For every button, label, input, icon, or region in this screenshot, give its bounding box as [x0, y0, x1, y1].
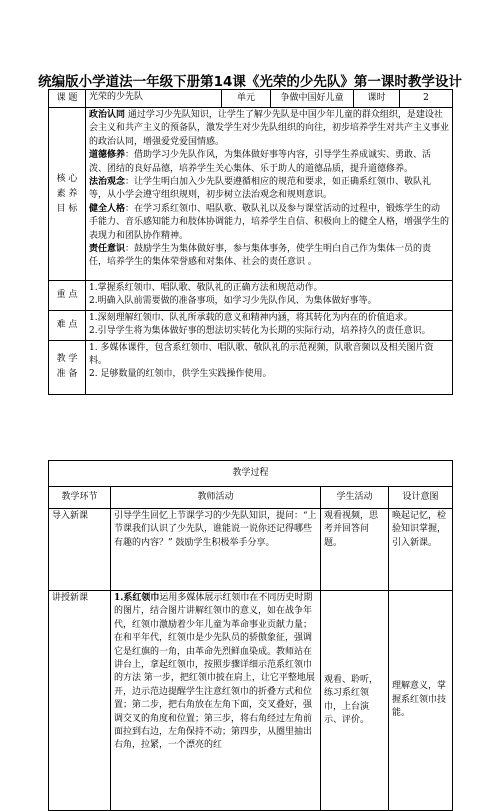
preparation-content: 1. 多媒体课件，包含系红领巾、唱队歌、敬队礼的示范视频，队歌音频以及相关图片资料。 2. 足够数量的红领巾，供学生实践操作使用。 — [86, 340, 453, 394]
unit-label: 单元 — [222, 90, 271, 108]
core-literacy-label: 核 心 素 养 目 标 — [49, 108, 86, 281]
key-points-label: 重 点 — [49, 281, 86, 311]
col-header-intent: 设计意图 — [389, 487, 453, 509]
course-header-row — [49, 90, 453, 108]
student-activity-cell: 观看视频，思考并回答问题。 — [321, 509, 389, 591]
course-info-table — [48, 89, 453, 395]
stage-cell: 导入新课 — [49, 509, 111, 591]
goal-moral: 道德修养：借助学习少先队作风，为集体做好事等内容，引导学生养成诚实、勇敢、活泼、团结的良好品德，培养学生关心集体、乐于助人的道德品质，提升道德修养。 — [89, 150, 432, 174]
goal-responsibility: 责任意识：鼓励学生为集体做好事，参与集体事务，使学生明白自己作为集体一员的责任，培养学生的集体荣誉感和对集体、社会的责任意识 。 — [89, 244, 432, 268]
process-title-row — [49, 461, 453, 487]
process-row-new-lesson — [49, 591, 453, 811]
student-activity-cell: 观看、聆听，练习系红领巾，上台演示、评价。 — [321, 591, 389, 811]
difficult-points-label: 难 点 — [49, 310, 86, 340]
core-literacy-content — [86, 108, 453, 281]
topic-value: 光荣的少先队 — [86, 90, 222, 108]
process-section-title: 教学过程 — [49, 461, 453, 487]
teacher-activity-cell: 引导学生回忆上节课学习的少先队知识，提问：“上节课我们认识了少先队，谁能说一说你还记得哪些有趣的内容？” 鼓励学生积极举手分享。 — [111, 509, 321, 591]
col-header-student: 学生活动 — [321, 487, 389, 509]
teacher-activity-cell: 1.系红领巾运用多媒体展示红领巾在不同历史时期的图片，结合图片讲解红领巾的意义，如在战争年代，红领巾激励着少年儿童为革命事业贡献力量；在和平年代，红领巾是少先队员的骄傲象征，强调它是红旗的一角，由革命先烈鲜血染成。教师站在讲台上，拿起红领巾，按照步骤详细示范系红领巾的方法 第一步，把红领巾披在肩上，让它平整地展开，边示范边提醒学生注意红领巾的折叠方式和位置；第二步，把右角放在左角下面，交叉叠好，强调交叉的角度和位置；第三步，将右角经过左角前面拉到右边，左角保持不动；第四步，从圈里抽出右角，拉紧，一个漂亮的红 — [111, 591, 321, 811]
process-header-row — [49, 487, 453, 509]
key-points-content: 1.掌握系红领巾、唱队歌、敬队礼的正确方法和规范动作。 2.明确入队前需要做的准备事项，如学习少先队作风、为集体做好事等。 — [86, 281, 453, 311]
difficult-points-row — [49, 310, 453, 340]
preparation-row — [49, 340, 453, 394]
col-header-teacher: 教师活动 — [111, 487, 321, 509]
preparation-label: 教 学 准 备 — [49, 340, 86, 394]
process-row-intro — [49, 509, 453, 591]
teaching-process-table — [48, 460, 453, 811]
stage-cell: 讲授新课 — [49, 591, 111, 811]
difficult-points-content: 1.深刻理解红领巾、队礼所承载的意义和精神内涵，将其转化为内在的价值追求。 2.引导学生将为集体做好事的想法切实转化为长期的实际行动，培养持久的责任意识。 — [86, 310, 453, 340]
unit-value: 争做中国好儿童 — [271, 90, 354, 108]
document-title: 统编版小学道法一年级下册第14课《光荣的少先队》第一课时教学设计 — [38, 74, 462, 90]
core-literacy-row — [49, 108, 453, 281]
topic-label: 课 题 — [49, 90, 86, 108]
key-points-row — [49, 281, 453, 311]
goal-personality: 健全人格：在学习系红领巾、唱队歌、敬队礼以及参与课堂活动的过程中，锻炼学生的动手能力、音乐感知能力和肢体协调能力，培养学生自信、积极向上的健全人格，增强学生的表现力和团队协作精神。 — [89, 203, 450, 241]
goal-law: 法治观念：让学生明白加入少先队要遵循相应的规范和要求，如正确系红领巾、敬队礼等，从小学会遵守组织规则，初步树立法治观念和规则意识。 — [89, 177, 432, 201]
period-value: 2 — [400, 90, 453, 108]
design-intent-cell: 唤起记忆，检验知识掌握，引入新课。 — [389, 509, 453, 591]
design-intent-cell: 理解意义，掌握系红领巾技能。 — [389, 591, 453, 811]
goal-political: 政治认同 通过学习少先队知识，让学生了解少先队是中国少年儿童的群众组织，是建设社会主义和共产主义的预备队，激发学生对少先队组织的向往，初步培养学生对共产主义事业的政治认同，增强爱党爱国情感。 — [89, 110, 450, 147]
period-label: 课时 — [354, 90, 400, 108]
col-header-stage: 教学环节 — [49, 487, 111, 509]
